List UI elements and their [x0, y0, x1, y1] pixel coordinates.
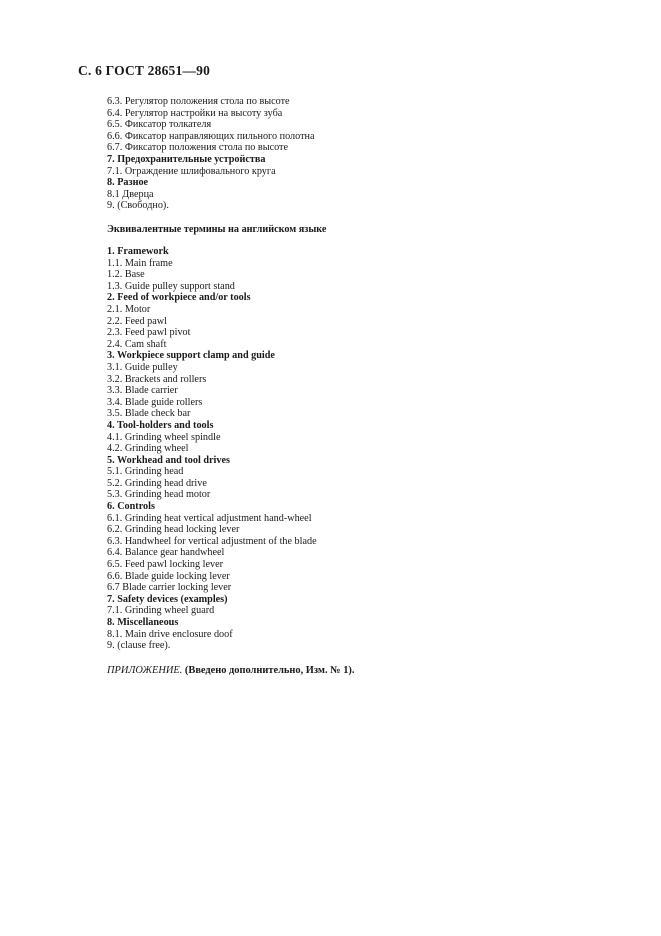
list-item: 6.5. Feed pawl locking lever	[107, 559, 223, 571]
list-item: 5.3. Grinding head motor	[107, 489, 211, 501]
section-heading: 5. Workhead and tool drives	[107, 454, 230, 466]
list-item: 6.3. Регулятор положения стола по высоте	[107, 96, 290, 107]
list-item: 6.4. Регулятор настройки на высоту зуба	[107, 107, 283, 119]
section-heading: 1. Framework	[107, 246, 169, 257]
appendix-note	[107, 665, 354, 676]
list-item: 6.5. Фиксатор толкателя	[107, 119, 212, 131]
page-header: С. 6 ГОСТ 28651—90	[78, 63, 211, 78]
list-item: 1.1. Main frame	[107, 257, 173, 269]
list-item: 2.1. Motor	[107, 303, 151, 315]
english-section-title: Эквивалентные термины на английском языке	[107, 224, 327, 235]
list-item: 7.1. Ограждение шлифовального круга	[107, 165, 276, 177]
section-heading: 8. Miscellaneous	[107, 617, 179, 628]
list-item: 2.3. Feed pawl pivot	[107, 327, 191, 339]
list-item: 9. (clause free).	[107, 640, 171, 652]
list-item: 6.1. Grinding heat vertical adjustment hand-wheel	[107, 512, 312, 524]
list-item: 8.1. Main drive enclosure doof	[107, 628, 233, 640]
section-heading: 3. Workpiece support clamp and guide	[107, 350, 275, 362]
list-item: 7.1. Grinding wheel guard	[107, 605, 215, 617]
english-term-list	[107, 246, 317, 652]
list-item: 1.3. Guide pulley support stand	[107, 280, 235, 292]
list-item: 4.1. Grinding wheel spindle	[107, 431, 221, 443]
list-item: 5.2. Grinding head drive	[107, 477, 207, 489]
list-item: 8.1 Дверца	[107, 188, 154, 200]
section-heading: 2. Feed of workpiece and/or tools	[107, 292, 251, 304]
list-item: 6.4. Balance gear handwheel	[107, 547, 225, 559]
list-item: 6.7. Фиксатор положения стола по высоте	[107, 142, 289, 154]
section-heading: 6. Controls	[107, 501, 155, 513]
list-item: 3.5. Blade check bar	[107, 408, 191, 420]
list-item: 6.3. Handwheel for vertical adjustment of the blade	[107, 535, 317, 547]
appendix-text: (Введено дополнительно, Изм. № 1).	[182, 665, 355, 676]
list-item: 6.6. Blade guide locking lever	[107, 570, 230, 582]
list-item: 6.6. Фиксатор направляющих пильного полотна	[107, 130, 315, 142]
appendix-label: ПРИЛОЖЕНИЕ.	[107, 665, 183, 676]
section-heading: 8. Разное	[107, 177, 149, 189]
list-item: 1.2. Base	[107, 269, 145, 281]
list-item: 3.2. Brackets and rollers	[107, 373, 207, 385]
section-heading: 7. Предохранительные устройства	[107, 153, 266, 165]
list-item: 6.7 Blade carrier locking lever	[107, 582, 232, 594]
section-heading: 4. Tool-holders and tools	[107, 419, 214, 431]
list-item: 3.3. Blade carrier	[107, 385, 178, 397]
list-item: 6.2. Grinding head locking lever	[107, 524, 240, 536]
list-item: 2.2. Feed pawl	[107, 315, 167, 327]
russian-term-list	[107, 96, 315, 212]
list-item: 4.2. Grinding wheel	[107, 443, 189, 455]
list-item: 5.1. Grinding head	[107, 466, 184, 478]
list-item: 2.4. Cam shaft	[107, 338, 167, 350]
list-item: 3.1. Guide pulley	[107, 361, 178, 373]
section-heading: 7. Safety devices (examples)	[107, 593, 228, 605]
list-item: 3.4. Blade guide rollers	[107, 396, 203, 408]
list-item: 9. (Свободно).	[107, 200, 169, 212]
